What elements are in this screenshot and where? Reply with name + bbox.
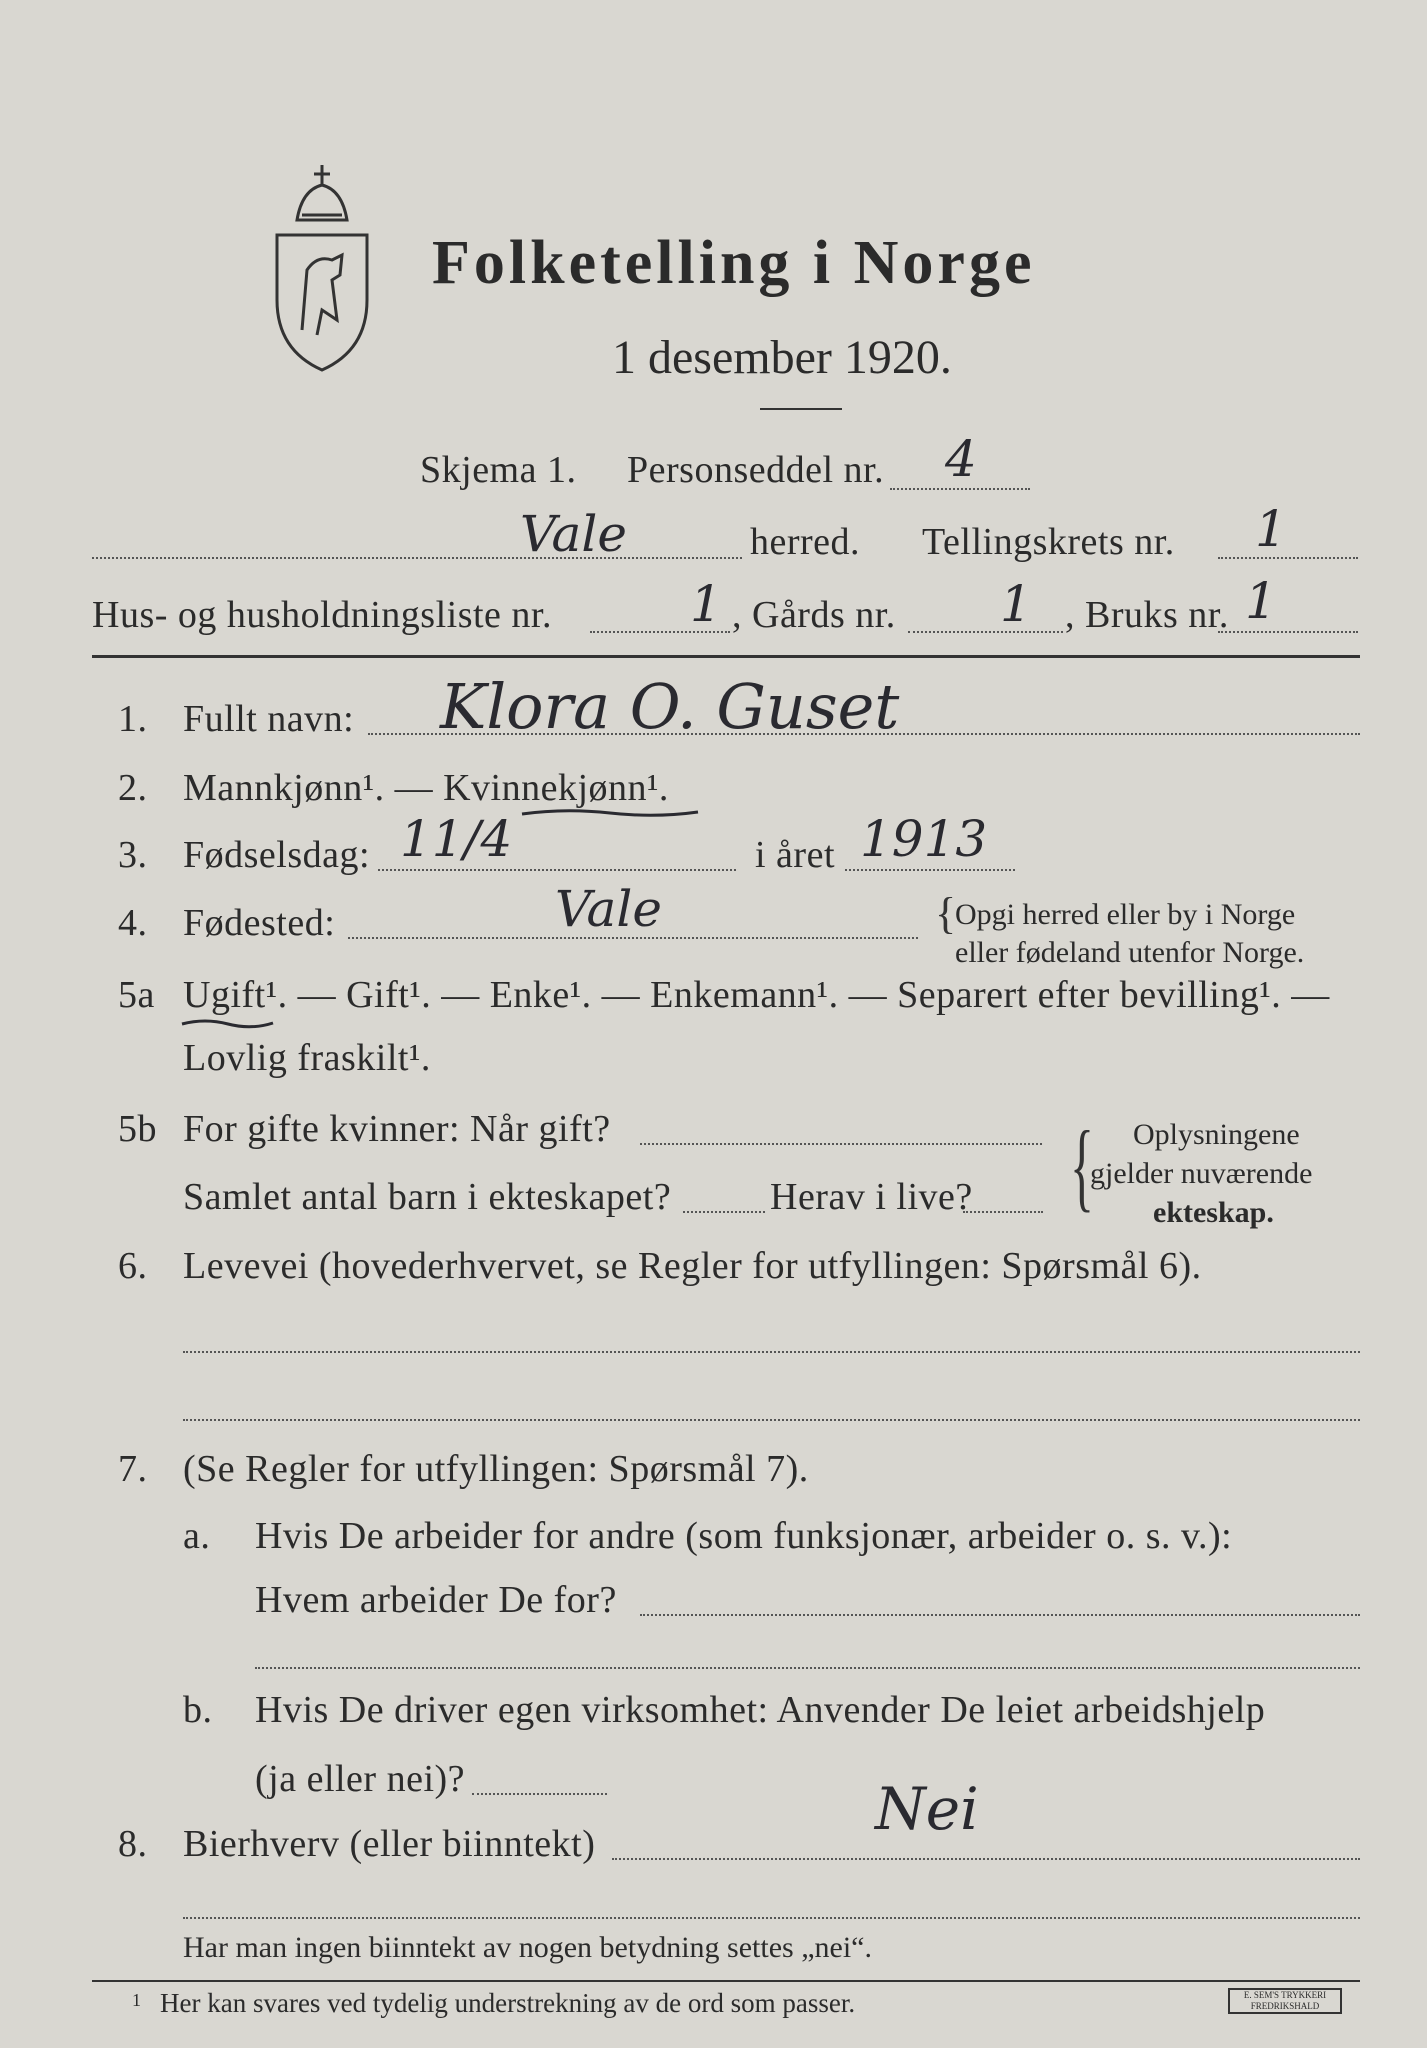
- q7-text: (Se Regler for utfyllingen: Spørsmål 7).: [183, 1448, 809, 1490]
- personseddel-label: Personseddel nr.: [627, 449, 885, 491]
- full-name-label: Fullt navn:: [183, 698, 355, 740]
- footer-rule: [92, 1980, 1360, 1982]
- q7a-letter: a.: [183, 1515, 211, 1557]
- personseddel-value[interactable]: 4: [945, 430, 977, 488]
- sex-options[interactable]: Mannkjønn¹. — Kvinnekjønn¹.: [183, 767, 669, 809]
- q3-number: 3.: [118, 834, 148, 876]
- tellingskrets-label: Tellingskrets nr.: [922, 521, 1175, 563]
- when-married-label: For gifte kvinner: Når gift?: [183, 1108, 611, 1150]
- skjema-label: Skjema 1.: [420, 449, 577, 491]
- q5b-number: 5b: [118, 1108, 157, 1150]
- gards-value[interactable]: 1: [1000, 575, 1032, 633]
- birthdate-label: Fødselsdag:: [183, 834, 371, 876]
- marriage-note-2: gjelder nuværende: [1090, 1157, 1313, 1190]
- occupation-line-1[interactable]: [183, 1351, 1360, 1353]
- birth-year-label: i året: [755, 834, 836, 876]
- hired-help-label: (ja eller nei)?: [255, 1758, 466, 1800]
- secondary-income-value[interactable]: Nei: [875, 1775, 979, 1843]
- birthplace-note-2: eller fødeland utenfor Norge.: [955, 936, 1305, 969]
- title-divider: [760, 408, 842, 410]
- q5a-number: 5a: [118, 974, 155, 1016]
- marriage-note-1: Oplysningene: [1133, 1118, 1300, 1151]
- q7b-text: Hvis De driver egen virksomhet: Anvender De leiet arbeidshjelp: [255, 1689, 1266, 1731]
- secondary-income-line-2[interactable]: [183, 1917, 1360, 1919]
- header-rule: [92, 655, 1360, 658]
- herred-value[interactable]: Vale: [520, 505, 627, 563]
- birthplace-value[interactable]: Vale: [555, 880, 662, 938]
- census-form: Folketelling i Norge 1 desember 1920. Skjema 1. Personseddel nr. 4 Vale herred. Tellingskrets nr. 1 Hus- og husholdningsliste nr. 1 , Gårds nr. 1 , Bruks nr. 1 1. Fullt navn: Klora O. Guset 2. Mannkjønn¹. — Kvinnekjønn¹. 3. Fødselsdag: 11/4 i året 1913 4. Fødested: Vale { Opgi herred eller by i Norge eller fødeland utenfor Norge. 5a Ugift¹. — Gift¹. — Enke¹. — Enkemann¹. — Separert efter bevilling¹. — Lovlig fraskilt¹. 5b For gifte kvinner: Når gift? Samlet antal barn i ekteskapet? Herav i live? { Oplysningene gjelder nuværende ekteskap. 6. Levevei (hovederhvervet, se Regler for utfyllingen: Spørsmål 6). 7. (Se Regler for utfyllingen: Spørsmål 7). a. Hvis De arbeider for andre (som funksjonær, arbeider o. s. v.): Hvem arbeider De for? b. Hvis De driver egen virksomhet: Anvender De leiet arbeidshjelp (ja eller nei)? 8. Bierhverv (eller biinntekt) Nei Har man ingen biinntekt av nogen betydning settes „nei“. 1 Her kan svares ved tydelig understrekning av de ord som passer. E. SEM'S TRYKKERI FREDRIKSHALD: [0, 0, 1427, 2048]
- employer-label: Hvem arbeider De for?: [255, 1579, 617, 1621]
- ugift-underline: [180, 1016, 275, 1030]
- occupation-line-2[interactable]: [183, 1419, 1360, 1421]
- printer-stamp: E. SEM'S TRYKKERI FREDRIKSHALD: [1228, 1988, 1342, 2014]
- bottom-note: Har man ingen biinntekt av nogen betydning settes „nei“.: [183, 1931, 872, 1964]
- q6-number: 6.: [118, 1245, 148, 1287]
- birthdate-value[interactable]: 11/4: [400, 810, 513, 868]
- employer-line-1[interactable]: [640, 1614, 1360, 1616]
- q7a-text: Hvis De arbeider for andre (som funksjonær, arbeider o. s. v.):: [255, 1515, 1233, 1557]
- herred-label: herred.: [750, 521, 861, 563]
- q8-number: 8.: [118, 1823, 148, 1865]
- gards-label: , Gårds nr.: [732, 594, 896, 636]
- birthplace-label: Fødested:: [183, 902, 336, 944]
- marital-status-options[interactable]: Ugift¹. — Gift¹. — Enke¹. — Enkemann¹. — Separert efter bevilling¹. —: [183, 974, 1330, 1016]
- employer-line-2[interactable]: [255, 1667, 1360, 1669]
- form-title: Folketelling i Norge: [432, 229, 1036, 297]
- secondary-income-label: Bierhverv (eller biinntekt): [183, 1823, 596, 1865]
- birthplace-note-1: Opgi herred eller by i Norge: [955, 898, 1296, 931]
- hus-value[interactable]: 1: [690, 575, 722, 633]
- tellingskrets-value[interactable]: 1: [1255, 500, 1287, 558]
- marriage-note-3: ekteskap.: [1153, 1196, 1274, 1229]
- q7b-letter: b.: [183, 1689, 213, 1731]
- q7-number: 7.: [118, 1448, 148, 1490]
- children-alive-label: Herav i live?: [770, 1176, 973, 1218]
- bruks-value[interactable]: 1: [1245, 572, 1277, 630]
- bruks-label: , Bruks nr.: [1065, 594, 1229, 636]
- children-count-label: Samlet antal barn i ekteskapet?: [183, 1176, 672, 1218]
- birth-year-value[interactable]: 1913: [860, 810, 988, 868]
- marital-status-options-2[interactable]: Lovlig fraskilt¹.: [183, 1037, 431, 1079]
- coat-of-arms-icon: [262, 160, 382, 375]
- hired-help-line[interactable]: [472, 1793, 607, 1795]
- occupation-label: Levevei (hovederhvervet, se Regler for utfyllingen: Spørsmål 6).: [183, 1245, 1202, 1287]
- footnote-number: 1: [132, 1990, 141, 2010]
- full-name-value[interactable]: Klora O. Guset: [440, 670, 900, 743]
- q1-number: 1.: [118, 698, 148, 740]
- q2-number: 2.: [118, 767, 148, 809]
- hus-label: Hus- og husholdningsliste nr.: [92, 594, 552, 636]
- footnote: Her kan svares ved tydelig understrekning av de ord som passer.: [160, 1988, 856, 2018]
- q4-number: 4.: [118, 902, 148, 944]
- kvinnekjonn-underline: [520, 806, 700, 820]
- census-date: 1 desember 1920.: [612, 331, 952, 384]
